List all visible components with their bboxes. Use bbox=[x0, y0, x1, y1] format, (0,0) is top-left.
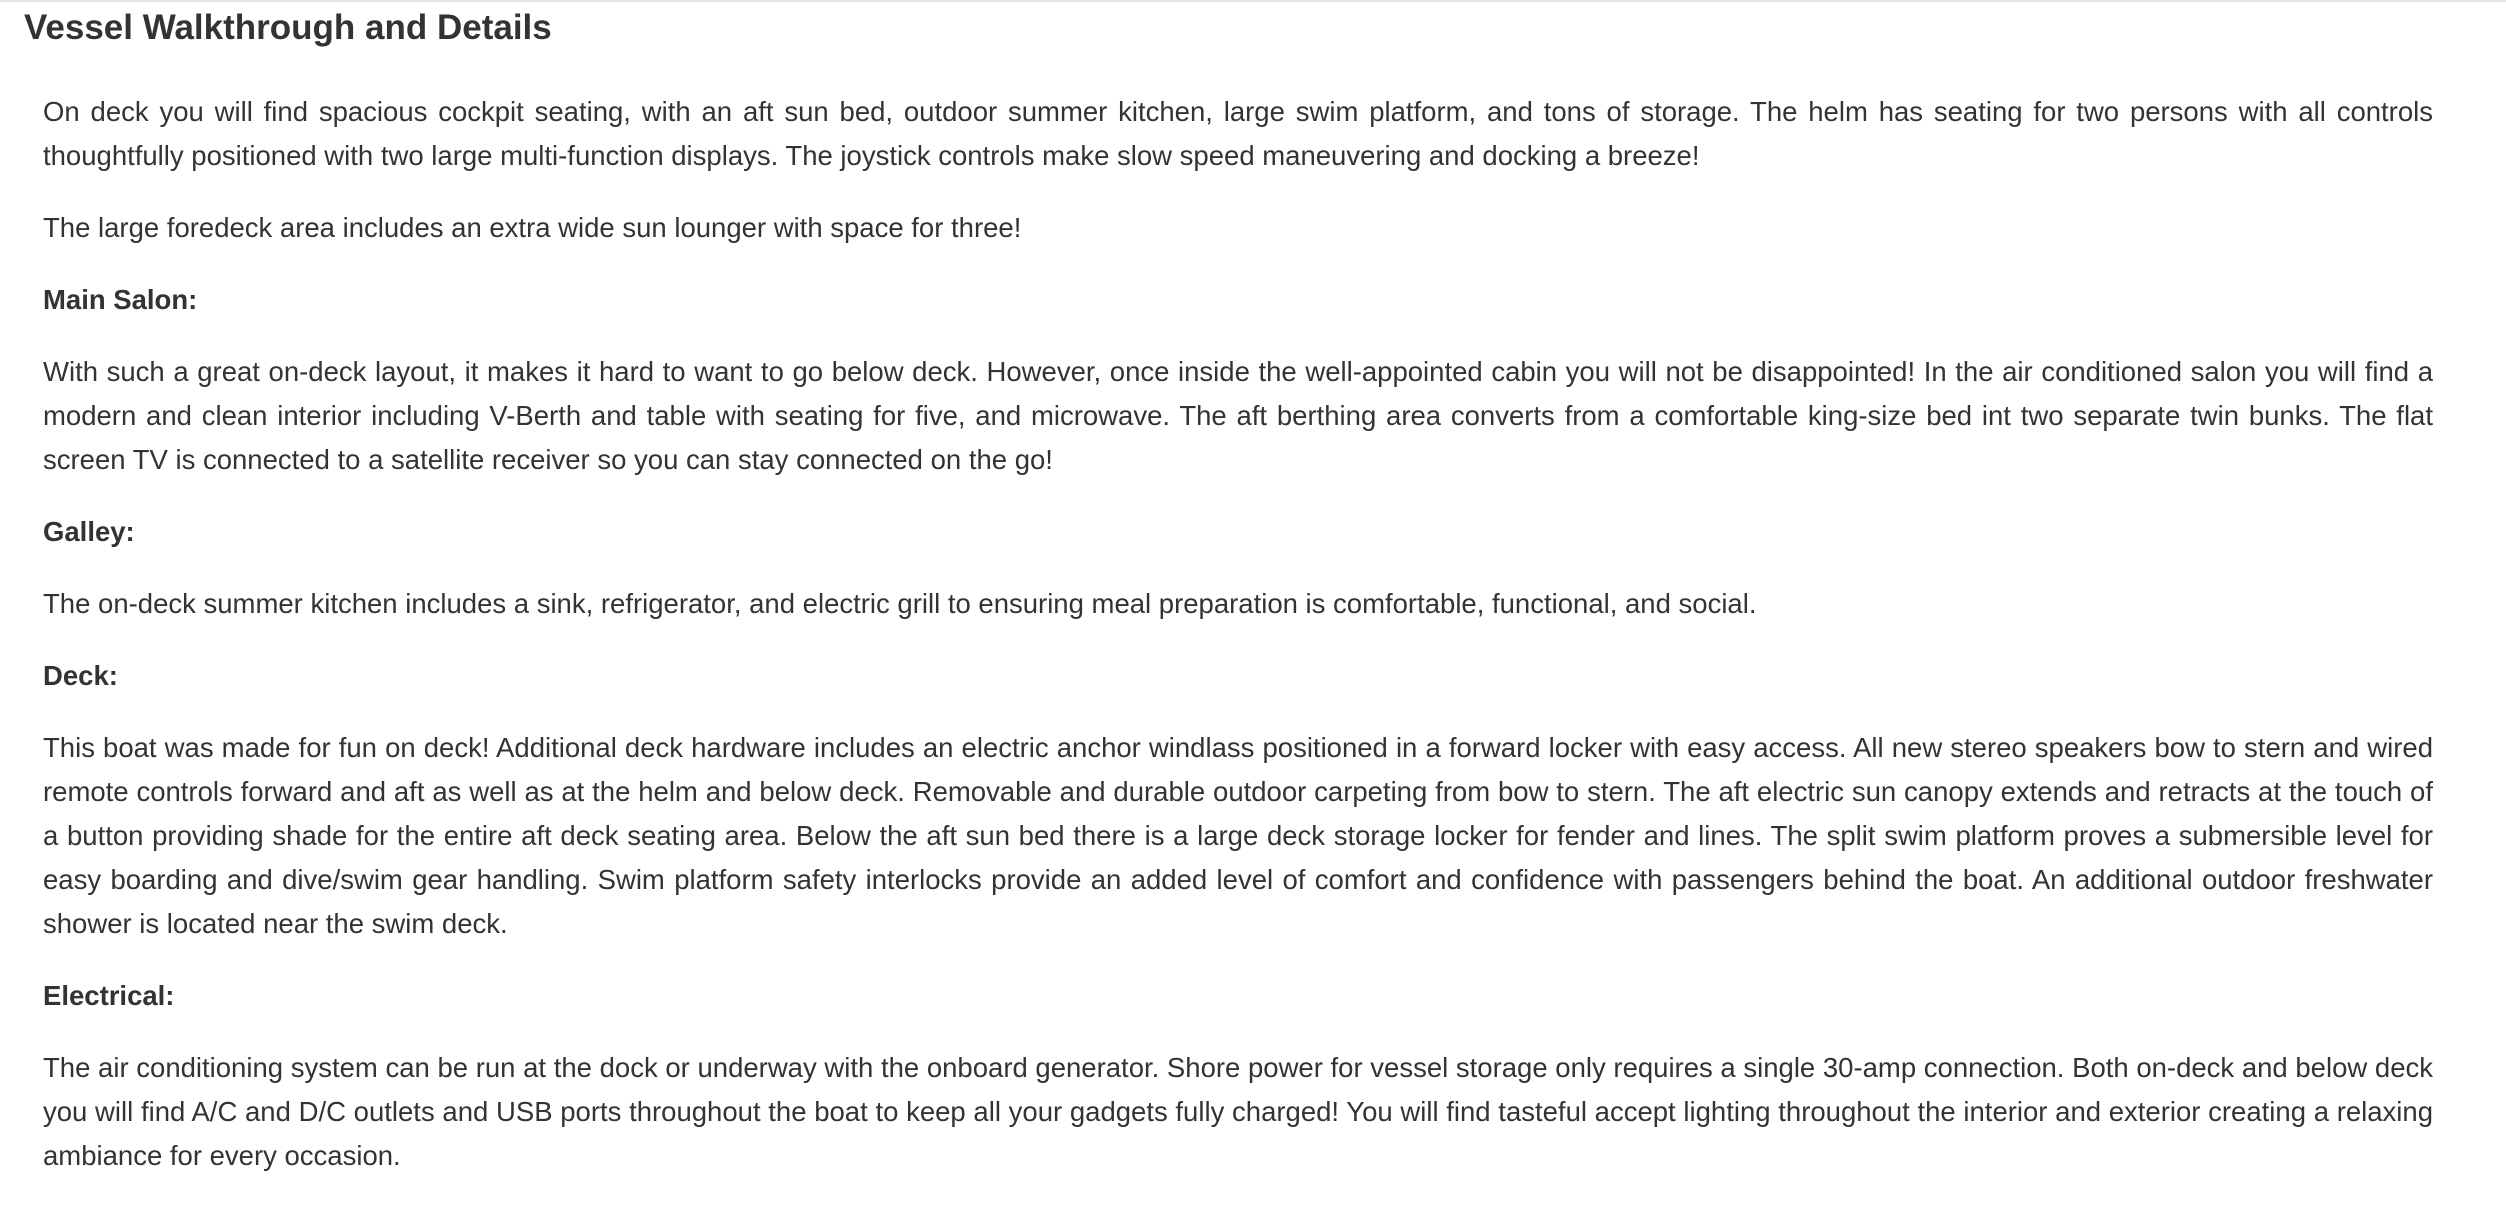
section-body-main-salon: With such a great on-deck layout, it makes it hard to want to go below deck. However, once inside the well-appointed cabin you will not be disappointed! In the air conditioned salon you will find a modern and clean interior including V-Berth and table with seating for five, and microwave. The aft berthing area converts from a comfortable king-size bed int two separate twin bunks. The flat screen TV is connected to a satellite receiver so you can stay connected on the go! bbox=[43, 356, 2433, 475]
section-heading-deck: Deck: bbox=[43, 660, 118, 691]
section-body-deck: This boat was made for fun on deck! Additional deck hardware includes an electric anchor windlass positioned in a forward locker with easy access. All new stereo speakers bow to stern and wired remote controls forward and aft as well as at the helm and below deck. Removable and durable outdoor carpeting from bow to stern. The aft electric sun canopy extends and retracts at the touch of a button providing shade for the entire aft deck seating area. Below the aft sun bed there is a large deck storage locker for fender and lines. The split swim platform proves a submersible level for easy boarding and dive/swim gear handling. Swim platform safety interlocks provide an added level of comfort and confidence with passengers behind the boat. An additional outdoor freshwater shower is located near the swim deck. bbox=[43, 732, 2433, 939]
section-body-galley: The on-deck summer kitchen includes a sink, refrigerator, and electric grill to ensuring meal preparation is comfortable, functional, and social. bbox=[43, 588, 1757, 619]
section-heading-main-salon: Main Salon: bbox=[43, 284, 198, 315]
section-heading-electrical: Electrical: bbox=[43, 980, 175, 1011]
vessel-details-content bbox=[43, 90, 2433, 1206]
page-title: Vessel Walkthrough and Details bbox=[24, 8, 552, 47]
top-divider bbox=[0, 0, 2506, 2]
intro-paragraph-foredeck: The large foredeck area includes an extra wide sun lounger with space for three! bbox=[43, 212, 1022, 243]
intro-paragraph-deck: On deck you will find spacious cockpit seating, with an aft sun bed, outdoor summer kitchen, large swim platform, and tons of storage. The helm has seating for two persons with all controls thoughtfully positioned with two large multi-function displays. The joystick controls make slow speed maneuvering and docking a breeze! bbox=[43, 96, 2433, 171]
section-heading-galley: Galley: bbox=[43, 516, 135, 547]
section-body-electrical: The air conditioning system can be run at the dock or underway with the onboard generator. Shore power for vessel storage only requires a single 30-amp connection. Both on-deck and below deck you will find A/C and D/C outlets and USB ports throughout the boat to keep all your gadgets fully charged! You will find tasteful accept lighting throughout the interior and exterior creating a relaxing ambiance for every occasion. bbox=[43, 1052, 2433, 1171]
